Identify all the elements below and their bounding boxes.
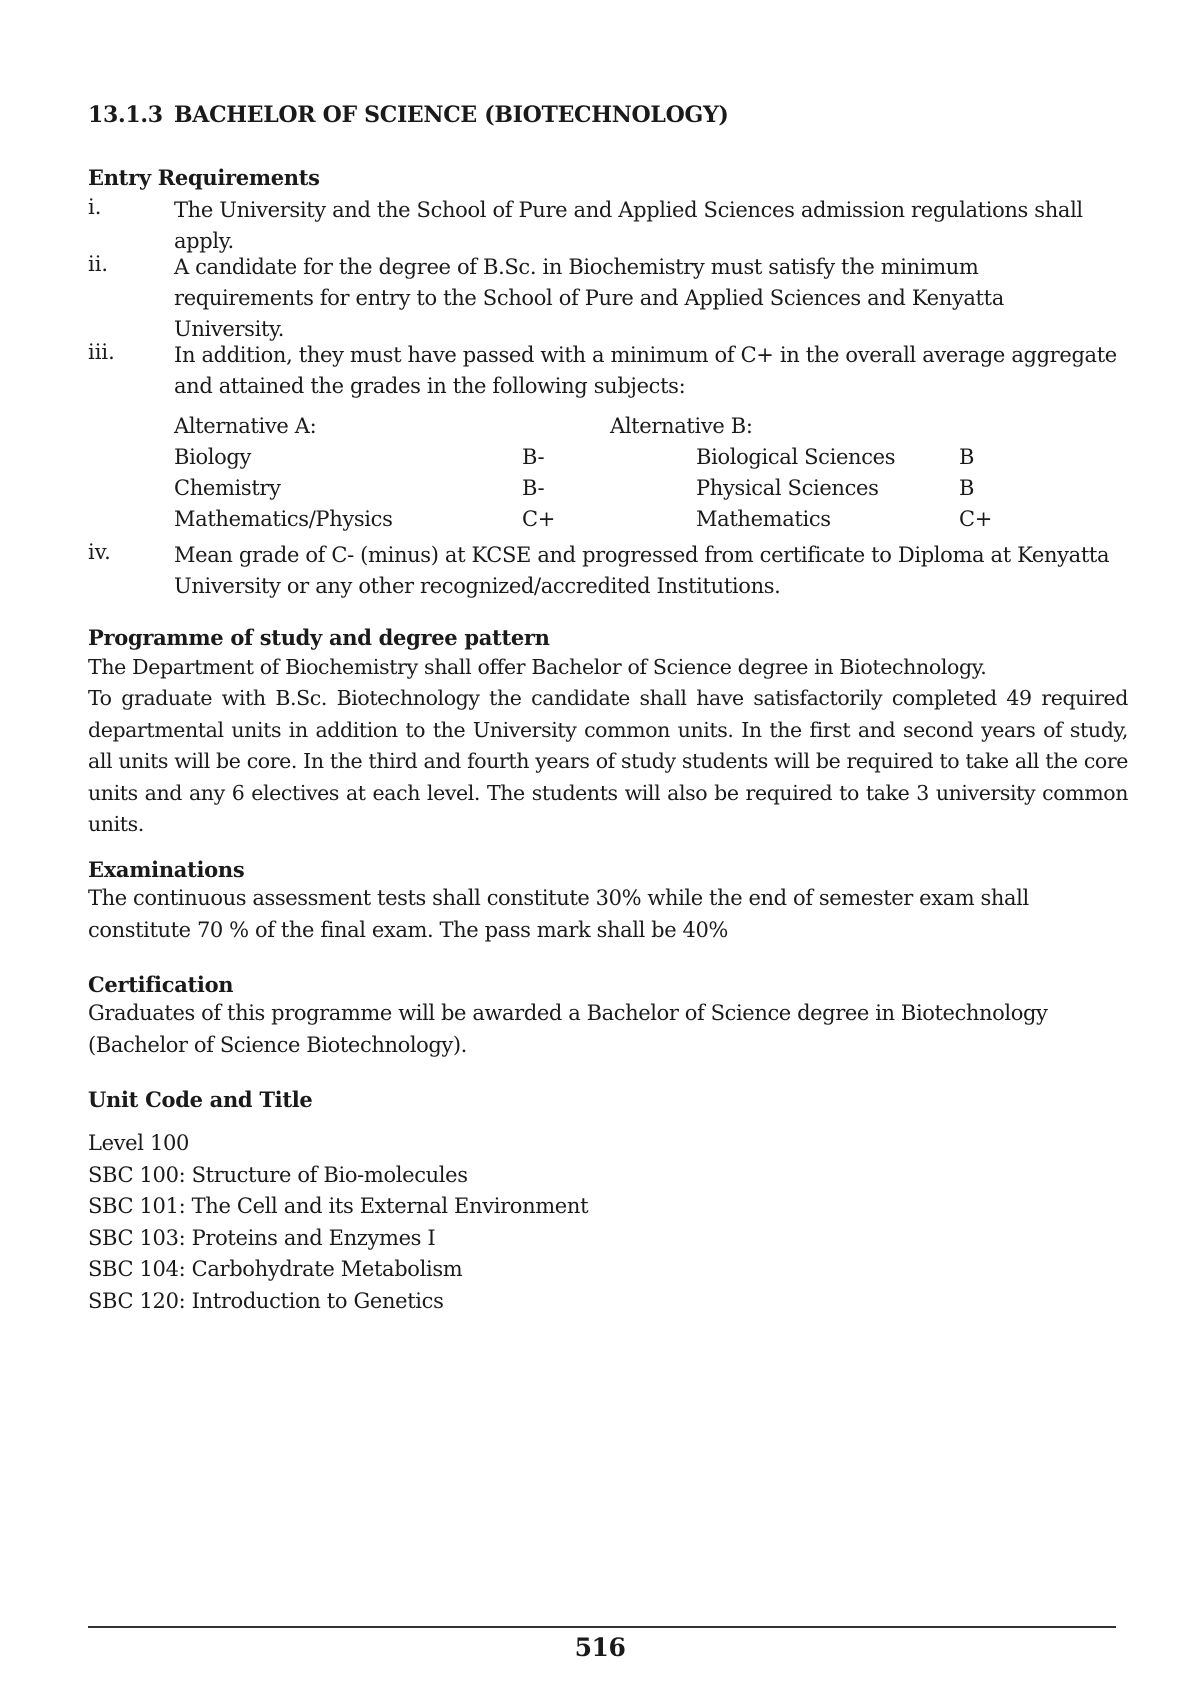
alternative-a-label: Alternative A: — [174, 414, 317, 438]
requirement-marker: iii. — [88, 340, 115, 364]
unit-list — [88, 1128, 588, 1317]
requirement-item — [88, 540, 1118, 602]
alt-b-grade: B — [959, 476, 975, 500]
alt-a-grade: B- — [522, 445, 545, 469]
alternative-b-label: Alternative B: — [610, 414, 753, 438]
requirement-text: A candidate for the degree of B.Sc. in Biochemistry must satisfy the minimum requirements for entry to the School of Pure and Applied Sciences and Kenyatta University. — [174, 255, 1004, 341]
alt-a-grade: C+ — [522, 507, 555, 531]
section-heading — [88, 102, 728, 128]
alt-b-grade: C+ — [959, 507, 992, 531]
list-item: SBC 101: The Cell and its External Environment — [88, 1194, 589, 1218]
requirement-marker: iv. — [88, 540, 111, 564]
programme-paragraph: To graduate with B.Sc. Biotechnology the candidate shall have satisfactorily completed 49 required departmental units in addition to the University common units. In the first and second years of study, all units will be core. In the third and fourth years of study students will be required to take all the core units and any 6 electives at each level. The students will also be required to take 3 university common units. — [88, 686, 1128, 836]
requirement-text: The University and the School of Pure and Applied Sciences admission regulations shall apply. — [174, 198, 1083, 253]
requirement-marker: ii. — [88, 252, 109, 276]
list-item: SBC 103: Proteins and Enzymes I — [88, 1225, 436, 1250]
certification-heading: Certification — [88, 972, 234, 997]
alt-b-subject: Physical Sciences — [696, 476, 879, 500]
footer-divider — [88, 1626, 1116, 1628]
list-item: SBC 104: Carbohydrate Metabolism — [88, 1257, 463, 1281]
programme-intro: The Department of Biochemistry shall offer Bachelor of Science degree in Biotechnology. — [88, 655, 987, 679]
requirement-item — [88, 252, 1118, 345]
programme-heading: Programme of study and degree pattern — [88, 625, 550, 650]
unit-code-heading: Unit Code and Title — [88, 1087, 313, 1112]
entry-requirements-heading: Entry Requirements — [88, 165, 320, 190]
requirement-text: Mean grade of C- (minus) at KCSE and progressed from certificate to Diploma at Kenyatta University or any other recognized/accredited Institutions. — [174, 543, 1110, 598]
list-item: SBC 100: Structure of Bio-molecules — [88, 1162, 468, 1187]
alt-a-subject: Chemistry — [174, 476, 281, 500]
page-number: 516 — [574, 1633, 626, 1662]
alt-a-subject: Biology — [174, 445, 252, 469]
requirement-marker: i. — [88, 195, 102, 219]
section-title: BACHELOR OF SCIENCE (BIOTECHNOLOGY) — [174, 102, 729, 128]
alt-b-subject: Biological Sciences — [696, 445, 896, 469]
certification-text: Graduates of this programme will be awarded a Bachelor of Science degree in Biotechnology (Bachelor of Science Biotechnology). — [88, 1001, 1048, 1057]
alt-a-subject: Mathematics/Physics — [174, 507, 393, 531]
list-item: SBC 120: Introduction to Genetics — [88, 1288, 444, 1313]
requirement-text: In addition, they must have passed with a minimum of C+ in the overall average aggregate and attained the grades in the following subjects: — [174, 343, 1117, 398]
requirement-item — [88, 195, 1118, 257]
section-number: 13.1.3 — [88, 102, 163, 128]
requirement-item — [88, 340, 1118, 402]
alt-a-grade: B- — [522, 476, 545, 500]
level-label: Level 100 — [88, 1131, 189, 1155]
alt-b-grade: B — [959, 445, 975, 469]
alt-b-subject: Mathematics — [696, 507, 831, 531]
examinations-heading: Examinations — [88, 857, 245, 882]
examinations-text: The continuous assessment tests shall constitute 30% while the end of semester exam shall constitute 70 % of the final exam. The pass mark shall be 40% — [88, 886, 1029, 942]
